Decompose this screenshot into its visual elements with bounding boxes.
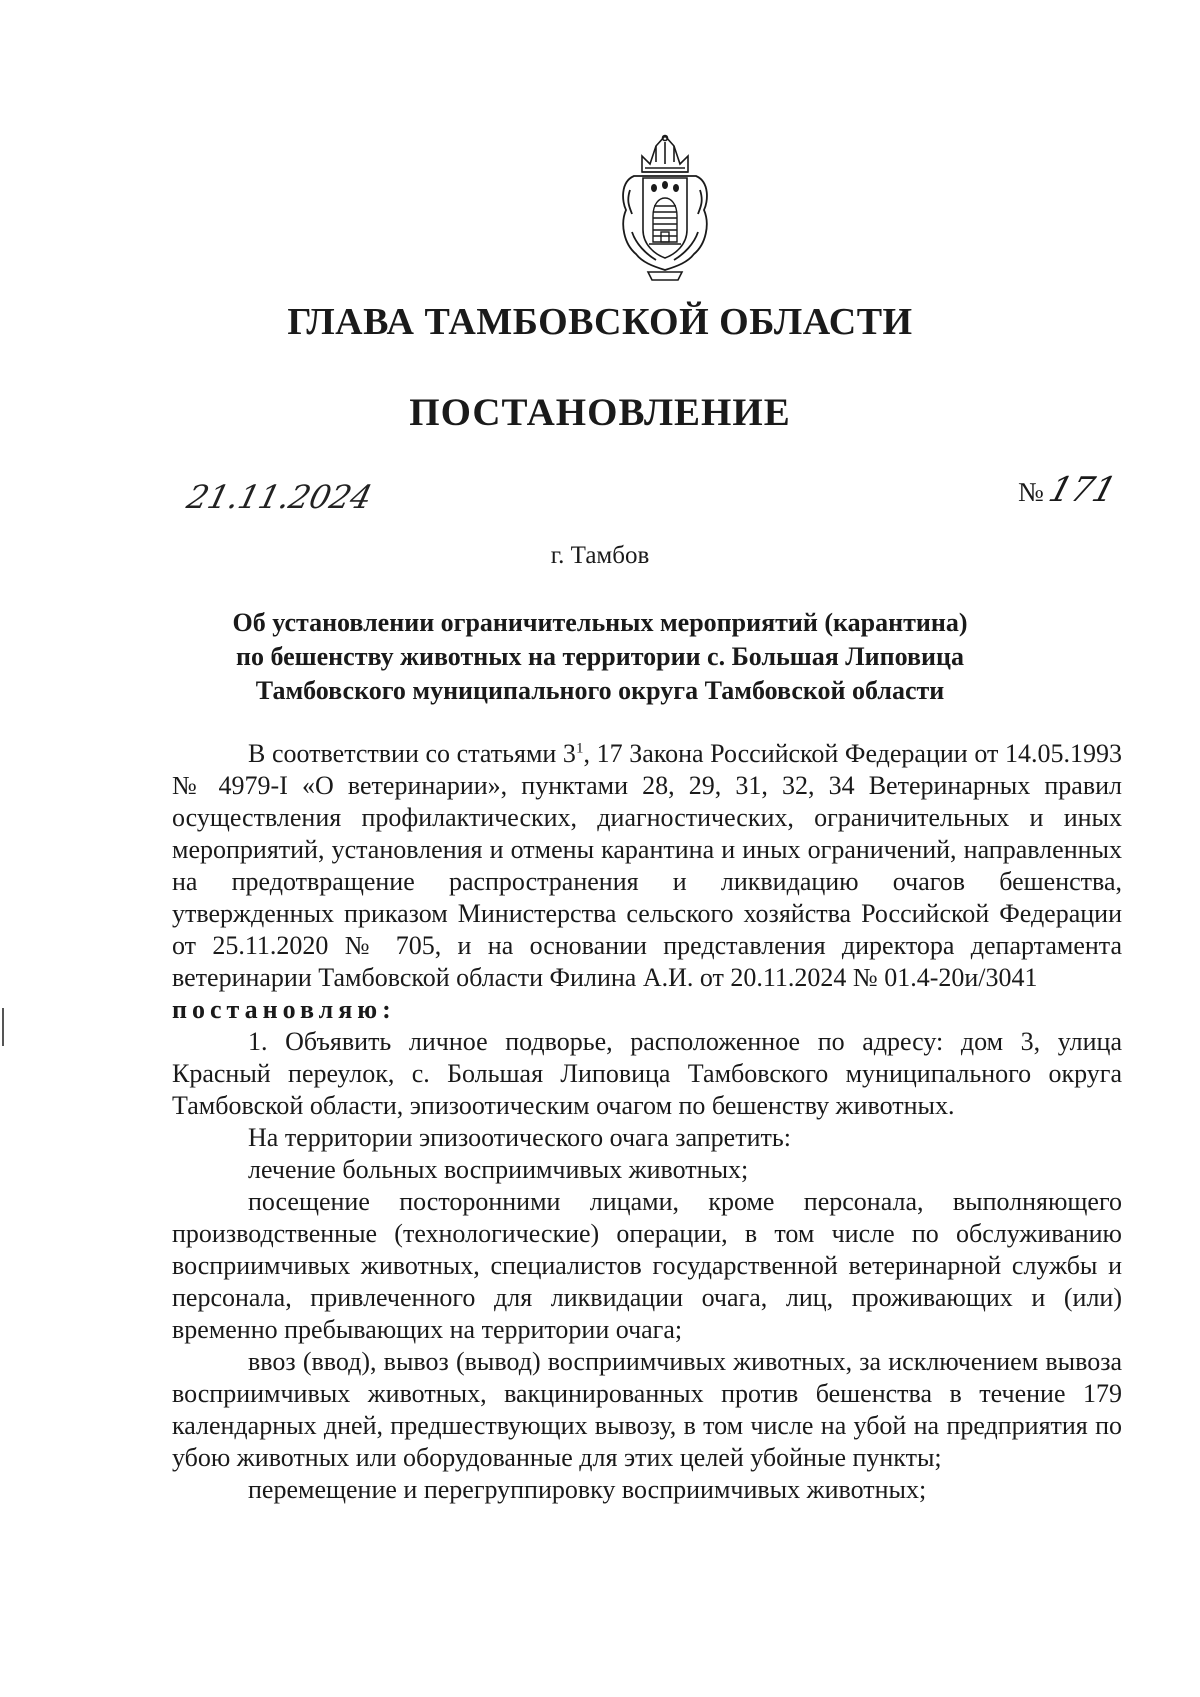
scan-edge-mark	[2, 1008, 4, 1046]
document-body	[172, 738, 1122, 1506]
coat-of-arms-emblem	[612, 132, 718, 284]
preamble-start: В соответствии со статьями 3	[248, 739, 576, 768]
title-line-2: по бешенству животных на территории с. Большая Липовица	[236, 642, 964, 671]
document-type: ПОСТАНОВЛЕНИЕ	[409, 391, 791, 434]
preamble-rest: , 17 Закона Российской Федерации от 14.05.1993 № 4979-I «О ветеринарии», пунктами 28, 29, 31, 32, 34 Ветеринарных правил осуществления профилактических, диагностических, ограничительных и иных мероприятий, установления и отмены карантина и иных ограничений, направленных на предотвращение распространения и ликвидацию очагов бешенства, утвержденных приказом Министерства сельского хозяйства Российской Федерации от 25.11.2020 № 705, и на основании представления директора департамента ветеринарии Тамбовской области Филина А.И. от 20.11.2024 № 01.4-20и/3041	[172, 739, 1122, 992]
title-line-3: Тамбовского муниципального округа Тамбовской области	[255, 676, 945, 705]
item-1-paragraph: 1. Объявить личное подворье, расположенное по адресу: дом 3, улица Красный переулок, с. Большая Липовица Тамбовского муниципального округа Тамбовской области, эпизоотическим очагом по бешенству животных.	[172, 1027, 1122, 1120]
document-title	[150, 606, 1050, 708]
number-sign: №	[1018, 477, 1044, 507]
prohibition-item: ввоз (ввод), вывоз (вывод) восприимчивых животных, за исключением вывоза восприимчивых животных, вакцинированных против бешенства в течение 179 календарных дней, предшествующих вывозу, в том числе на убой на предприятия по убою животных или оборудованные для этих целей убойные пункты;	[172, 1347, 1122, 1472]
number-value: 171	[1044, 470, 1121, 510]
issuing-authority: ГЛАВА ТАМБОВСКОЙ ОБЛАСТИ	[287, 301, 913, 343]
prohibition-item: перемещение и перегруппировку восприимчивых животных;	[248, 1475, 927, 1504]
prohibition-intro: На территории эпизоотического очага запретить:	[248, 1123, 791, 1152]
title-line-1: Об установлении ограничительных мероприятий (карантина)	[232, 608, 968, 637]
decree-word: постановляю:	[172, 995, 396, 1024]
document-number	[1018, 470, 1121, 510]
prohibition-item: посещение посторонними лицами, кроме персонала, выполняющего производственные (технологические) операции, в том числе по обслуживанию восприимчивых животных, специалистов государственной ветеринарной службы и персонала, привлеченного для ликвидации очага, лиц, проживающих и (или) временно пребывающих на территории очага;	[172, 1187, 1122, 1344]
preamble-paragraph	[172, 738, 1122, 994]
document-date: 21.11.2024	[183, 478, 376, 516]
prohibition-item: лечение больных восприимчивых животных;	[248, 1155, 749, 1184]
city: г. Тамбов	[550, 542, 650, 569]
preamble-superscript: 1	[575, 740, 584, 757]
